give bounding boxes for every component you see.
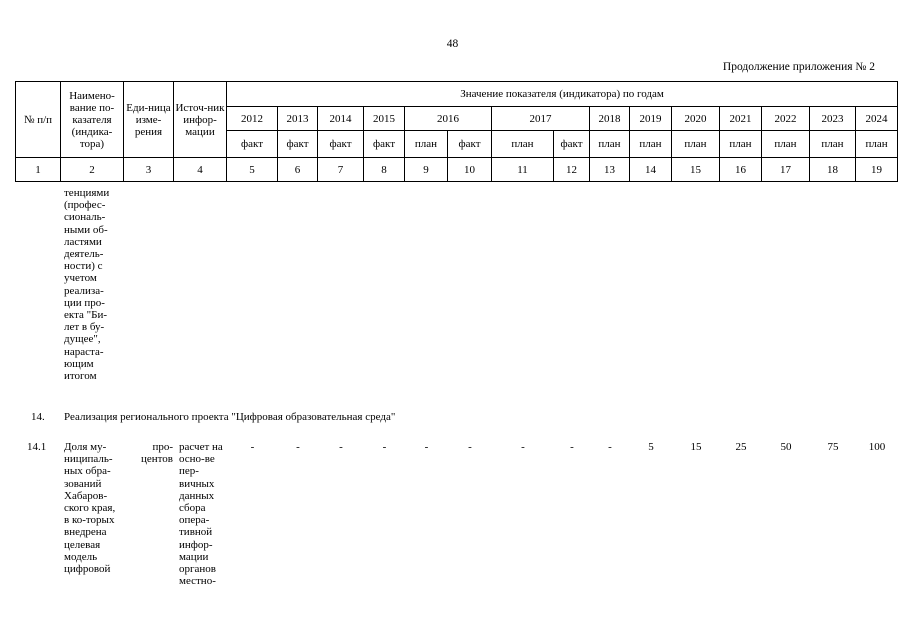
column-number: 4 <box>174 158 227 182</box>
column-number: 13 <box>590 158 630 182</box>
continued-indicator-text: тенциями (профес-сиональ-ными об-ластями деятель-ности) с учетом реализа-ции про-екта "Би-лет в бу-дущее", нараста-ющим итогом <box>64 187 110 383</box>
page-number: 48 <box>446 38 459 50</box>
column-number: 6 <box>278 158 318 182</box>
type-cell: факт <box>227 131 278 158</box>
column-number: 19 <box>856 158 898 182</box>
type-cell: план <box>856 131 898 158</box>
column-number: 14 <box>630 158 672 182</box>
year-cell: 2018 <box>590 107 630 131</box>
column-number: 5 <box>227 158 278 182</box>
section-number: 14. <box>31 411 45 423</box>
row-indicator-name: Доля му-ниципаль-ных обра-зований Хабаров-ского края, в ко-торых внедрена целевая модель цифровой <box>64 441 116 576</box>
value-cell: - <box>339 441 343 453</box>
value-cell: - <box>250 441 255 453</box>
row-number: 14.1 <box>27 441 47 453</box>
column-number: 15 <box>672 158 720 182</box>
row-source: расчет на осно-ве пер-вичных данных сбора опера-тивной инфор-мации органов местно- <box>179 441 223 588</box>
year-cell: 2022 <box>762 107 810 131</box>
year-cell: 2017 <box>492 107 590 131</box>
type-cell: план <box>590 131 630 158</box>
section-title: Реализация регионального проекта "Цифровая образовательная среда" <box>64 411 396 423</box>
column-number: 11 <box>492 158 554 182</box>
year-cell: 2013 <box>278 107 318 131</box>
value-cell: - <box>468 441 472 453</box>
year-cell: 2020 <box>672 107 720 131</box>
year-cell: 2019 <box>630 107 672 131</box>
year-cell: 2023 <box>810 107 856 131</box>
header-name: Наимено-вание по-казателя (индика-тора) <box>61 82 124 158</box>
type-cell: факт <box>278 131 318 158</box>
type-cell: план <box>405 131 448 158</box>
type-cell: план <box>630 131 672 158</box>
row-unit: про-центов <box>140 441 173 466</box>
value-cell: 75 <box>827 441 839 453</box>
type-cell: факт <box>364 131 405 158</box>
year-cell: 2021 <box>720 107 762 131</box>
year-cell: 2016 <box>405 107 492 131</box>
column-number: 1 <box>16 158 61 182</box>
value-cell: - <box>608 441 612 453</box>
column-number: 18 <box>810 158 856 182</box>
type-cell: план <box>492 131 554 158</box>
header-unit: Еди-ница изме-рения <box>124 82 174 158</box>
column-number: 2 <box>61 158 124 182</box>
year-cell: 2015 <box>364 107 405 131</box>
column-number: 9 <box>405 158 448 182</box>
value-cell: 5 <box>648 441 654 453</box>
header-source: Источ-ник инфор-мации <box>174 82 227 158</box>
value-cell: 50 <box>780 441 792 453</box>
value-cell: - <box>382 441 387 453</box>
column-number: 7 <box>318 158 364 182</box>
type-cell: план <box>672 131 720 158</box>
type-cell: план <box>720 131 762 158</box>
value-cell: 25 <box>735 441 747 453</box>
type-cell: факт <box>554 131 590 158</box>
column-number: 10 <box>448 158 492 182</box>
year-cell: 2024 <box>856 107 898 131</box>
value-cell: - <box>296 441 300 453</box>
type-cell: факт <box>318 131 364 158</box>
year-cell: 2012 <box>227 107 278 131</box>
type-cell: факт <box>448 131 492 158</box>
type-cell: план <box>810 131 856 158</box>
continuation-note: Продолжение приложения № 2 <box>722 61 875 73</box>
year-cell: 2014 <box>318 107 364 131</box>
value-cell: - <box>424 441 429 453</box>
column-number: 12 <box>554 158 590 182</box>
header-values-title: Значение показателя (индикатора) по годам <box>227 82 898 107</box>
indicator-table-header <box>15 81 898 182</box>
column-number: 16 <box>720 158 762 182</box>
header-num: № п/п <box>16 82 61 158</box>
value-cell: - <box>570 441 574 453</box>
column-number: 3 <box>124 158 174 182</box>
column-number: 17 <box>762 158 810 182</box>
value-cell: 15 <box>690 441 702 453</box>
value-cell: - <box>521 441 525 453</box>
value-cell: 100 <box>868 441 886 453</box>
column-number: 8 <box>364 158 405 182</box>
type-cell: план <box>762 131 810 158</box>
